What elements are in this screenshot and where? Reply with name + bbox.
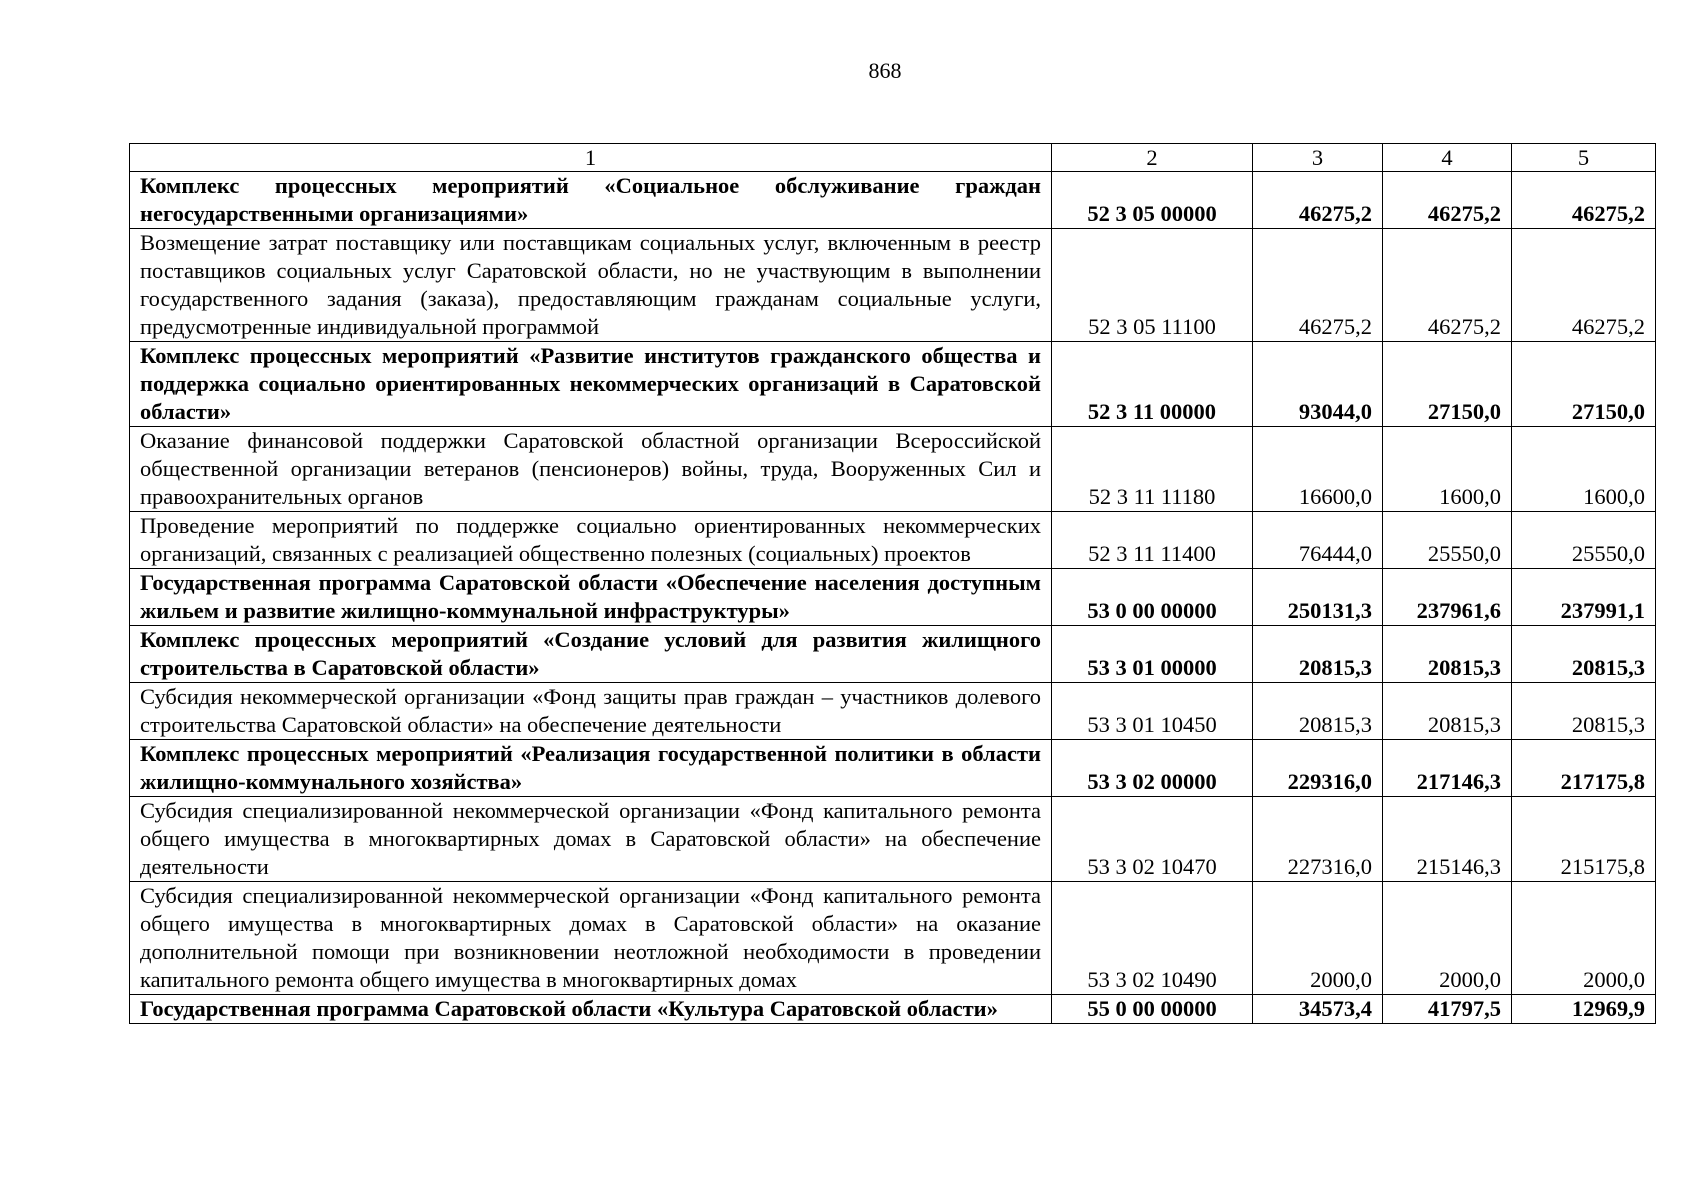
table-row: [130, 882, 1656, 995]
table-row: [130, 172, 1656, 229]
value-col3-cell: 46275,2: [1253, 229, 1383, 342]
item-name-cell: Проведение мероприятий по поддержке социально ориентированных некоммерческих организаций, связанных с реализацией общественно полезных (социальных) проектов: [130, 512, 1052, 569]
table-body: [130, 172, 1656, 1024]
code-cell: 52 3 05 11100: [1052, 229, 1253, 342]
value-col5-cell: 25550,0: [1512, 512, 1656, 569]
code-cell: 53 3 02 10470: [1052, 797, 1253, 882]
item-name-cell: Комплекс процессных мероприятий «Социальное обслуживание граждан негосударственными организациями»: [130, 172, 1052, 229]
value-col3-cell: 76444,0: [1253, 512, 1383, 569]
value-col5-cell: 1600,0: [1512, 427, 1656, 512]
value-col4-cell: 27150,0: [1383, 342, 1512, 427]
value-col4-cell: 237961,6: [1383, 569, 1512, 626]
value-col3-cell: 93044,0: [1253, 342, 1383, 427]
value-col5-cell: 217175,8: [1512, 740, 1656, 797]
value-col5-cell: 2000,0: [1512, 882, 1656, 995]
value-col3-cell: 46275,2: [1253, 172, 1383, 229]
code-cell: 52 3 11 11180: [1052, 427, 1253, 512]
table-header: [130, 144, 1656, 172]
value-col5-cell: 27150,0: [1512, 342, 1656, 427]
table-row: [130, 229, 1656, 342]
value-col3-cell: 20815,3: [1253, 626, 1383, 683]
item-name-cell: Возмещение затрат поставщику или поставщикам социальных услуг, включенным в реестр поставщиков социальных услуг Саратовской области, но не участвующим в выполнении государственного задания (заказа), предоставляющим гражданам социальные услуги, предусмотренные индивидуальной программой: [130, 229, 1052, 342]
item-name-cell: Государственная программа Саратовской области «Обеспечение населения доступным жильем и развитие жилищно-коммунальной инфраструктуры»: [130, 569, 1052, 626]
table-row: [130, 626, 1656, 683]
value-col3-cell: 227316,0: [1253, 797, 1383, 882]
column-header-3: 3: [1253, 144, 1383, 172]
value-col4-cell: 25550,0: [1383, 512, 1512, 569]
code-cell: 53 3 02 00000: [1052, 740, 1253, 797]
value-col3-cell: 2000,0: [1253, 882, 1383, 995]
value-col4-cell: 1600,0: [1383, 427, 1512, 512]
value-col5-cell: 215175,8: [1512, 797, 1656, 882]
table-row: [130, 342, 1656, 427]
value-col5-cell: 46275,2: [1512, 229, 1656, 342]
value-col5-cell: 12969,9: [1512, 995, 1656, 1024]
budget-table: [129, 143, 1656, 1024]
value-col5-cell: 237991,1: [1512, 569, 1656, 626]
table-row: [130, 683, 1656, 740]
code-cell: 52 3 05 00000: [1052, 172, 1253, 229]
item-name-cell: Комплекс процессных мероприятий «Развитие институтов гражданского общества и поддержка социально ориентированных некоммерческих организаций в Саратовской области»: [130, 342, 1052, 427]
code-cell: 53 3 01 00000: [1052, 626, 1253, 683]
column-header-1: 1: [130, 144, 1052, 172]
value-col5-cell: 20815,3: [1512, 626, 1656, 683]
value-col4-cell: 217146,3: [1383, 740, 1512, 797]
code-cell: 53 0 00 00000: [1052, 569, 1253, 626]
code-cell: 55 0 00 00000: [1052, 995, 1253, 1024]
code-cell: 53 3 02 10490: [1052, 882, 1253, 995]
item-name-cell: Оказание финансовой поддержки Саратовской областной организации Всероссийской общественной организации ветеранов (пенсионеров) войны, труда, Вооруженных Сил и правоохранительных органов: [130, 427, 1052, 512]
item-name-cell: Комплекс процессных мероприятий «Создание условий для развития жилищного строительства в Саратовской области»: [130, 626, 1052, 683]
column-header-2: 2: [1052, 144, 1253, 172]
table-row: [130, 427, 1656, 512]
value-col4-cell: 20815,3: [1383, 626, 1512, 683]
value-col4-cell: 46275,2: [1383, 229, 1512, 342]
page-number: 868: [868, 58, 902, 83]
header-row: [130, 144, 1656, 172]
table-row: [130, 512, 1656, 569]
value-col3-cell: 16600,0: [1253, 427, 1383, 512]
value-col4-cell: 215146,3: [1383, 797, 1512, 882]
value-col5-cell: 46275,2: [1512, 172, 1656, 229]
value-col4-cell: 46275,2: [1383, 172, 1512, 229]
value-col4-cell: 2000,0: [1383, 882, 1512, 995]
value-col4-cell: 41797,5: [1383, 995, 1512, 1024]
value-col3-cell: 250131,3: [1253, 569, 1383, 626]
table-row: [130, 569, 1656, 626]
item-name-cell: Субсидия некоммерческой организации «Фонд защиты прав граждан – участников долевого строительства Саратовской области» на обеспечение деятельности: [130, 683, 1052, 740]
table-row: [130, 797, 1656, 882]
value-col3-cell: 34573,4: [1253, 995, 1383, 1024]
table-row: [130, 995, 1656, 1024]
table-row: [130, 740, 1656, 797]
code-cell: 53 3 01 10450: [1052, 683, 1253, 740]
value-col4-cell: 20815,3: [1383, 683, 1512, 740]
value-col3-cell: 229316,0: [1253, 740, 1383, 797]
item-name-cell: Субсидия специализированной некоммерческой организации «Фонд капитального ремонта общего имущества в многоквартирных домах в Саратовской области» на обеспечение деятельности: [130, 797, 1052, 882]
value-col5-cell: 20815,3: [1512, 683, 1656, 740]
column-header-4: 4: [1383, 144, 1512, 172]
item-name-cell: Государственная программа Саратовской области «Культура Саратовской области»: [130, 995, 1052, 1024]
item-name-cell: Комплекс процессных мероприятий «Реализация государственной политики в области жилищно-коммунального хозяйства»: [130, 740, 1052, 797]
value-col3-cell: 20815,3: [1253, 683, 1383, 740]
item-name-cell: Субсидия специализированной некоммерческой организации «Фонд капитального ремонта общего имущества в многоквартирных домах в Саратовской области» на оказание дополнительной помощи при возникновении неотложной необходимости в проведении капитального ремонта общего имущества в многоквартирных домах: [130, 882, 1052, 995]
code-cell: 52 3 11 00000: [1052, 342, 1253, 427]
column-header-5: 5: [1512, 144, 1656, 172]
code-cell: 52 3 11 11400: [1052, 512, 1253, 569]
